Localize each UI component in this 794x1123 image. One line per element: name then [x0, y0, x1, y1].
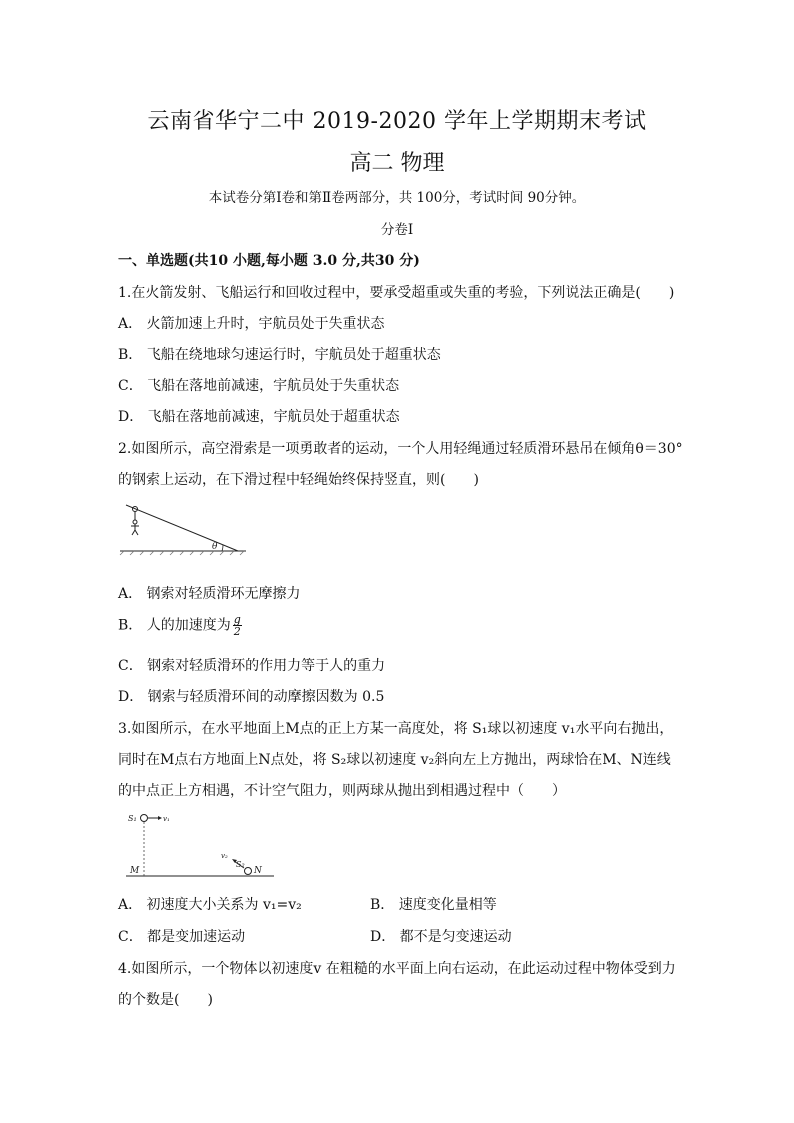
q2-stem-line1: 2.如图所示，高空滑索是一项勇敢者的运动，一个人用轻绳通过轻质滑环悬吊在倾角θ＝30° [118, 441, 683, 457]
exam-intro: 本试卷分第Ⅰ卷和第Ⅱ卷两部分，共 100分，考试时间 90分钟。 [208, 190, 586, 206]
q2-option-b-text: B． 人的加速度为 [118, 617, 231, 634]
v1-label: v₁ [163, 815, 170, 823]
section-heading: 一、单选题(共10 小题,每小题 3.0 分,共30 分) [118, 253, 420, 269]
g-over-2-fraction [233, 614, 242, 637]
q2-option-c: C． 钢索对轻质滑环的作用力等于人的重力 [118, 658, 386, 674]
q3-stem-line2: 同时在M点右方地面上N点处，将 S₂球以初速度 v₂斜向左上方抛出，两球恰在M、N连线 [118, 752, 671, 768]
s1-label: S₁ [128, 814, 137, 823]
q1-option-c: C． 飞船在落地前减速，宇航员处于失重状态 [118, 378, 400, 394]
q4-stem-line2: 的个数是( ) [118, 992, 213, 1008]
m-label: M [130, 866, 140, 876]
q1-option-a: A． 火箭加速上升时，宇航员处于失重状态 [118, 316, 385, 332]
n-label: N [254, 866, 262, 876]
q3-stem-line1: 3.如图所示，在水平地面上M点的正上方某一高度处，将 S₁球以初速度 v₁水平向右抛出， [118, 721, 674, 737]
q1-stem: 1.在火箭发射、飞船运行和回收过程中，要承受超重或失重的考验，下列说法正确是( ) [118, 285, 675, 301]
theta-label: θ [212, 542, 218, 552]
fraction-denominator: 2 [233, 625, 241, 638]
v2-label: v₂ [221, 852, 228, 860]
q2-option-a: A． 钢索对轻质滑环无摩擦力 [118, 586, 301, 602]
q3-option-a: A． 初速度大小关系为 v₁=v₂ [118, 897, 302, 913]
q2-option-b [118, 614, 242, 637]
q3-option-c: C． 都是变加速运动 [118, 929, 246, 945]
s2-label: S₂ [236, 860, 245, 869]
q2-zipline-figure [118, 500, 248, 562]
q3-option-b: B． 速度变化量相等 [370, 897, 497, 913]
part-label: 分卷Ⅰ [380, 222, 414, 238]
q3-stem-line3: 的中点正上方相遇，不计空气阻力，则两球从抛出到相遇过程中（ ） [118, 783, 566, 799]
q1-option-d: D． 飞船在落地前减速，宇航员处于超重状态 [118, 409, 400, 425]
exam-subtitle: 高二 物理 [349, 151, 445, 176]
q2-stem-line2: 的钢索上运动，在下滑过程中轻绳始终保持竖直，则( ) [118, 472, 479, 488]
q4-stem-line1: 4.如图所示，一个物体以初速度v 在粗糙的水平面上向右运动，在此运动过程中物体受到力 [118, 961, 676, 977]
q2-option-d: D． 钢索与轻质滑环间的动摩擦因数为 0.5 [118, 689, 385, 705]
exam-title: 云南省华宁二中 2019-2020 学年上学期期末考试 [147, 109, 647, 134]
q3-projectile-figure [118, 810, 278, 880]
q1-option-b: B． 飞船在绕地球匀速运行时，宇航员处于超重状态 [118, 347, 441, 363]
fraction-numerator: g [233, 613, 241, 626]
q3-option-d: D． 都不是匀变速运动 [370, 929, 512, 945]
